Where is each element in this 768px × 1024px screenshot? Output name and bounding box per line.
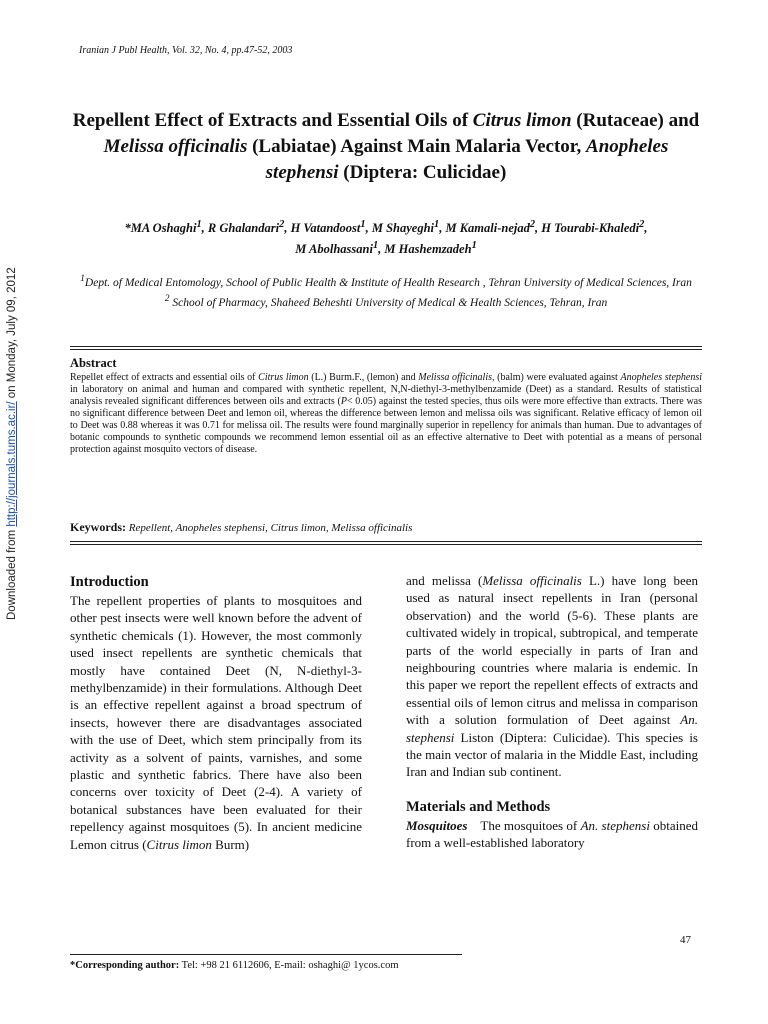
materials-methods-heading: Materials and Methods [406, 798, 551, 815]
keywords [70, 520, 702, 535]
author: R Ghalandari [207, 221, 280, 236]
journal-citation: Iranian J Publ Health, Vol. 32, No. 4, pp.47-52, 2003 [79, 45, 293, 56]
affiliation-2: $^2$ School of Pharmacy, Shaheed Beheshti University of Medical & Health Sciences, Tehran, Iran [164, 292, 608, 309]
author: H Tourabi-Khaledi [541, 221, 640, 236]
author: M Abolhassani [295, 242, 373, 257]
footnote-divider [70, 954, 462, 955]
divider [70, 346, 702, 347]
author-list: *MA Oshaghi$^1$, R Ghalandari$^2$, H Vatandoost$^1$, M Shayeghi$^1$, M Kamali-nejad$^2$, H Tourabi-Khaledi$^2$, M Abolhassani$^1$, M Hashemzadeh$^1$ [124, 219, 648, 257]
introduction-heading: Introduction [70, 574, 149, 590]
introduction-continued: and melissa (Melissa officinalis L.) have long been used as natural insect repellents in Iran (personal observation) and the world (5-6). These plants are cultivated widely in tropical, subtropical, and temperate parts of the world especially in parts of Iran and neighbouring countries where malaria is endemic. In this paper we report the repellent effects of extracts and essential oils of lemon citrus and melissa in comparison with a solution formulation of Deet against An. stephensi Liston (Diptera: Culicidae). This species is the main vector of malaria in the Middle East, including Iran and Indian sub continent. [406, 573, 698, 780]
divider [70, 349, 702, 350]
page-number: 47 [680, 934, 691, 946]
keywords-text: Repellent, Anopheles stephensi, Citrus limon, Melissa officinalis [126, 522, 413, 534]
author: *MA Oshaghi [124, 221, 197, 236]
affiliations [70, 271, 702, 311]
paper-title: Repellent Effect of Extracts and Essential Oils of Citrus limon (Rutaceae) and Melissa officinalis (Labiatae) Against Main Malaria Vector, Anopheles stephensi (Diptera: Culicidae) [72, 110, 700, 183]
introduction-text: The repellent properties of plants to mosquitoes and other pest insects were well known before the advent of synthetic chemicals (1). However, the most commonly used insect repellents are synthetic chemicals that mostly have contained Deet (N, N-diethyl-3-methylbenzamide) in their formulations. Although Deet is an effective repellent against a broad spectrum of insects, however there are disadvantages associated with the use of Deet, which stem principally from its activity as a solvent of paints, varnishes, and some plastic and synthetic fabrics. There have also been concerns over toxicity of Deet (2-4). A variety of botanical substances have been evaluated for their repellency against mosquitoes (5). In ancient medicine Lemon citrus (Citrus limon Burm) [70, 593, 362, 852]
keywords-label: Keywords: [70, 520, 126, 534]
divider [70, 544, 702, 545]
corresponding-author-footnote: *Corresponding author: Tel: +98 21 6112606, E-mail: oshaghi@ 1ycos.com [70, 960, 399, 971]
author: M Shayeghi [371, 221, 434, 236]
left-column [70, 572, 362, 853]
author: H Vatandoost [290, 221, 361, 236]
affiliation-1: $^1$Dept. of Medical Entomology, School of Public Health & Institute of Health Research , Tehran University of Medical Sciences, Iran [80, 273, 692, 289]
author: M Hashemzadeh [384, 242, 472, 257]
divider [70, 541, 702, 542]
right-column [406, 572, 698, 852]
abstract-section [70, 356, 702, 456]
abstract-text: Repellet effect of extracts and essential oils of Citrus limon (L.) Burm.F., (lemon) and Melissa officinalis, (balm) were evaluated against Anopheles stephensi in laboratory on animal and human and compared with synthetic repellent, N,N-diethyl-3-methylbenzamide (Deet) as a standard. Results of statistical analysis revealed significant differences between oils and extracts (P< 0.05) against the tested species, thus oils were more effective than extracts. There was no significant difference between Deet and lemon oil, whereas the difference between lemon and melissa oils was significant. Relative efficacy of lemon oil to Deet was 0.88 whereas it was 0.71 for melissa oil. The results were found marginally superior in repellency for animals than human. Due to advantages of botanic compounds to synthetic compounds we recommend lemon essential oil as an effective alternative to Deet with potential as a means of personal protection against mosquito vectors of disease. [70, 372, 703, 455]
abstract-heading: Abstract [70, 356, 117, 370]
mosquitoes-subheading: Mosquitoes [406, 817, 468, 833]
author: M Kamali-nejad [445, 221, 530, 236]
journal-link[interactable]: http://journals.tums.ac.ir/ [6, 401, 18, 527]
mosquitoes-text: Mosquitoes The mosquitoes of An. stephensi obtained from a well-established laboratory [406, 817, 699, 851]
download-stamp: Downloaded from http://journals.tums.ac.ir/ on Monday, July 09, 2012 [6, 267, 18, 620]
